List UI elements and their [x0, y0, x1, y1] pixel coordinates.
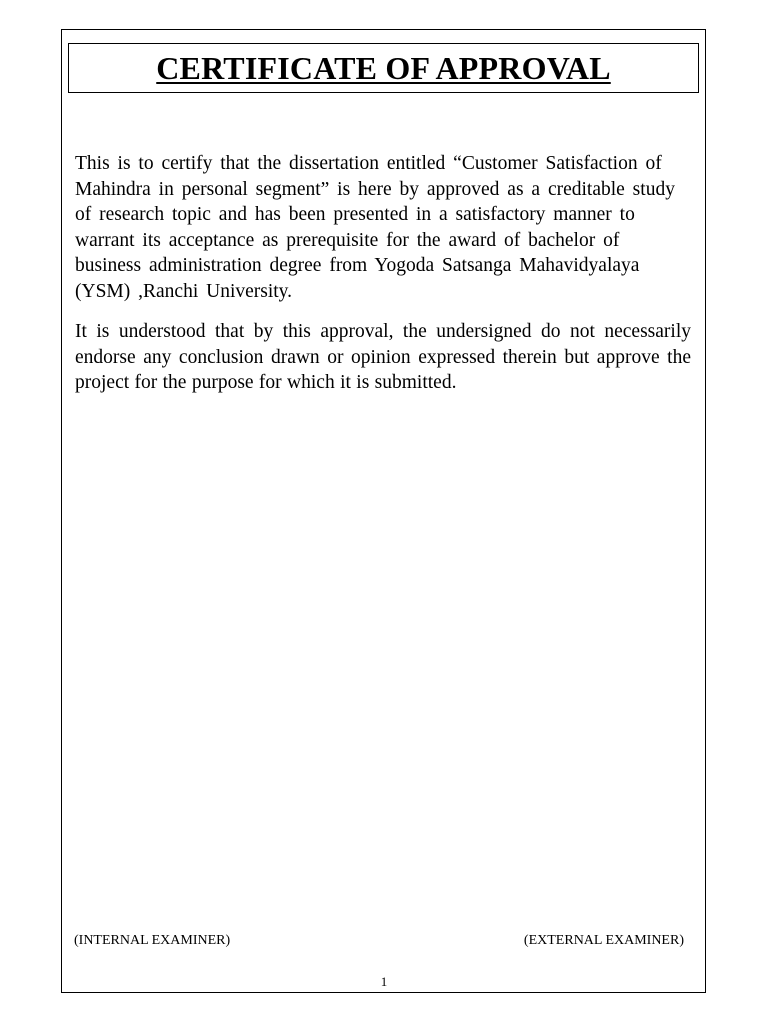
internal-examiner-label: (INTERNAL EXAMINER)	[74, 933, 231, 948]
external-examiner-label: (EXTERNAL EXAMINER)	[523, 933, 684, 948]
page-title: CERTIFICATE OF APPROVAL	[156, 50, 611, 86]
certification-paragraph: This is to certify that the dissertation entitled “Customer Satisfaction of Mahindra in personal segment” is here by approved as a creditable study of research topic and has been presented in a satisfactory manner to warrant its acceptance as prerequisite for the award of bachelor of business administration degree from Yogoda Satsanga Mahavidyalaya (YSM) ,Ranchi University.	[75, 153, 675, 302]
disclaimer-paragraph: It is understood that by this approval, the undersigned do not necessarily endorse any conclusion drawn or opinion expressed therein but approve the project for the purpose for which it is submitted.	[75, 321, 691, 394]
title-box	[68, 43, 699, 93]
page-number: 1	[380, 974, 388, 989]
